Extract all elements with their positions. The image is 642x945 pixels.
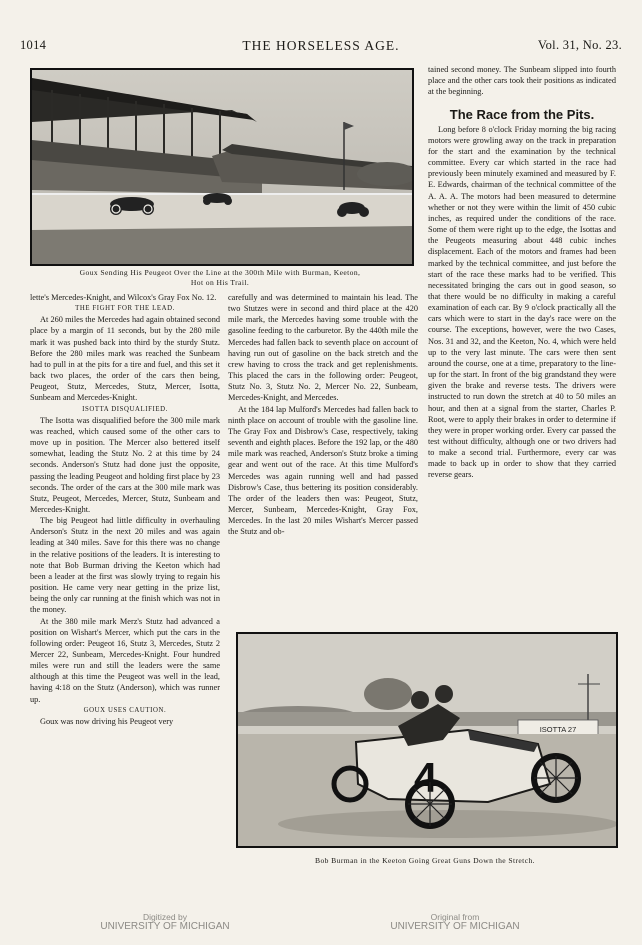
paragraph: At 260 miles the Mercedes had again obtained second place by a margin of 11 seconds, but by the 280 mile mark it was pushed back into third by the sturdy Stutz. Before the 280 miles mark was reached the Sunbeam had to pull in at the pits for a tire and fuel, and this set it back two places, the order of the cars then being, Peugeot, Stutz, Mercedes, Stutz, Mercer, Isotta, Sunbeam and Mercedes-Knight.	[30, 315, 220, 403]
section-heading-race-from-pits: The Race from the Pits.	[449, 107, 595, 123]
paragraph: At the 380 mile mark Merz's Stutz had advanced a position on Wishart's Mercer, which put the cars in the following order: Peugeot 16, Stutz 3, Mercedes, Stutz 2 Mercer 22, Sunbeam, Mercedes-Knight. Four hundred miles were run and still the leaders were the same although at this time the Peugeot was well in the lead, having 4:18 on the Stutz (Anderson), which was runner up.	[30, 616, 220, 704]
paragraph: tained second money. The Sunbeam slipped into fourth place and the other cars took their positions as indicated at the beginning.	[428, 65, 616, 97]
top-photo-caption	[20, 268, 420, 288]
grandstand-race-image	[32, 70, 412, 264]
digitized-by-note	[80, 912, 250, 932]
paragraph: Goux was now driving his Peugeot very	[40, 716, 174, 726]
original-from-note	[370, 912, 540, 932]
paragraph: At the 184 lap Mulford's Mercedes had fallen back to ninth place on account of trouble with the gasoline line. The Gray Fox and Disbrow's Case, respectively, taking seventh and eighth places. Before the 192 lap, or the 480 mile mark was reached, Anderson's Stutz broke a timing gear and went out of the race. At this time Mulford's Mercedes was again running well and had passed Disbrow's Case, thus bettering its position considerably. The order of the leaders then was: Peugeot, Stutz, Mercer, Sunbeam, Mercedes-Knight, Gray Fox, Mercedes. In the last 20 miles Wishart's Mercer passed the Stutz and ob-	[228, 404, 418, 537]
column-1	[30, 292, 220, 864]
section-heading-fight: THE FIGHT FOR THE LEAD.	[75, 305, 175, 313]
bottom-photo-caption: Bob Burman in the Keeton Going Great Guns Down the Stretch.	[315, 856, 535, 865]
section-heading-goux: GOUX USES CAUTION.	[83, 706, 167, 714]
car-number: 4	[414, 754, 438, 801]
journal-title: THE HORSELESS AGE.	[242, 38, 400, 53]
top-race-photo	[30, 68, 414, 266]
column-2	[228, 292, 418, 632]
footer-right-line-1: Original from	[430, 912, 480, 922]
page-number: 1014	[20, 38, 47, 52]
footer-left-line-1: Digitized by	[143, 912, 187, 922]
footer-left-line-2: UNIVERSITY OF MICHIGAN	[100, 921, 230, 932]
paragraph: The Isotta was disqualified before the 300 mile mark was reached, which caused some of the other cars to move up in position. The Mercer also bettered itself somewhat, leading the Stutz No. 2 at this time by 24 seconds. Anderson's Stutz had done just the opposite, passing the leading Peugeot and holding first place by 23 seconds. The order of the cars at the 300 mile mark was Stutz, Peugeot, Mercedes, Mercer, Stutz, Sunbeam and Mercedes-Knight.	[30, 415, 220, 514]
paragraph: lette's Mercedes-Knight, and Wilcox's Gray Fox No. 12.	[30, 293, 217, 302]
keeton-car-image	[238, 634, 616, 846]
paragraph: carefully and was determined to maintain his lead. The two Stutzes were in second and third place at the 420 mile mark, the Mercedes having some trouble with the gasoline feeding to the carburetor. By the 440th mile the Mercedes had fallen back to seventh place on account of having run out of gasoline on the back stretch and the crew having to cross the track and get replenishments. This placed the cars in the following order: Peugeot, Stutz No. 3, Stutz No. 2, Mercer No. 22, Sunbeam, Mercedes-Knight, and Mercedes.	[228, 293, 418, 403]
caption-line-2: Hot on His Trail.	[190, 278, 250, 287]
paragraph: The big Peugeot had little difficulty in overhauling Anderson's Stutz in the next 20 miles and was again leading at 340 miles. Save for this there was no change in the relative positions of the leaders. It is interesting to note that Bob Burman driving the Keeton which had been a leader at the first was slowly trying to regain his position. He came very near getting in the prize list, being the only car running at the finish which was not in the money.	[30, 516, 220, 615]
caption-line-1: Goux Sending His Peugeot Over the Line at the 300th Mile with Burman, Keeton,	[79, 268, 361, 277]
volume-number: Vol. 31, No. 23.	[537, 38, 622, 52]
isotta-sign-text: ISOTTA 27	[539, 725, 577, 734]
column-3	[428, 64, 616, 624]
bottom-race-photo	[236, 632, 618, 848]
footer-right-line-2: UNIVERSITY OF MICHIGAN	[390, 921, 520, 932]
paragraph: Long before 8 o'clock Friday morning the big racing motors were growling away on the track in preparation for the start and the examination by the technical committee. Every car which started in the race had previously been minutely examined and measured by F. E. Edwards, chairman of the technical committee of the A. A. A. The motors had been measured to determine whether or not they were within the limit of 450 cubic inches, as required under the conditions of the race. Some of them were right up to the edge, the Isottas and the Peugeots measuring about 448 cubic inches displacement. Each of the motors and frames had been marked by the technical committee, and just before the start of the race these marks had to be verified. This necessitated bringing the cars out in good season, so that there would be no difficulty in making a careful examination of each car. By 9 o'clock practically all the cars which were to start in the day's race were on the course. The exceptions, however, were the two Cases, Nos. 31 and 32, and the Keeton, No. 4, which were held up to the very last minute. The cars were then sent around the course, one at a time, preparatory to the line-up for the start. In front of the big grandstand they were given the brake and reverse tests. The drivers were instructed to run down the stretch at 40 to 50 miles an hour, and then at a signal from the starter, Charles P. Root, were to apply their brakes in order to determine if they were in proper working order. Every car passed the test without difficulty, although one or two drivers had to make a second trial. Furthermore, every car was made to back up in order to show that they carried reverse gears.	[428, 124, 616, 480]
section-heading-isotta: ISOTTA DISQUALIFIED.	[82, 405, 168, 413]
